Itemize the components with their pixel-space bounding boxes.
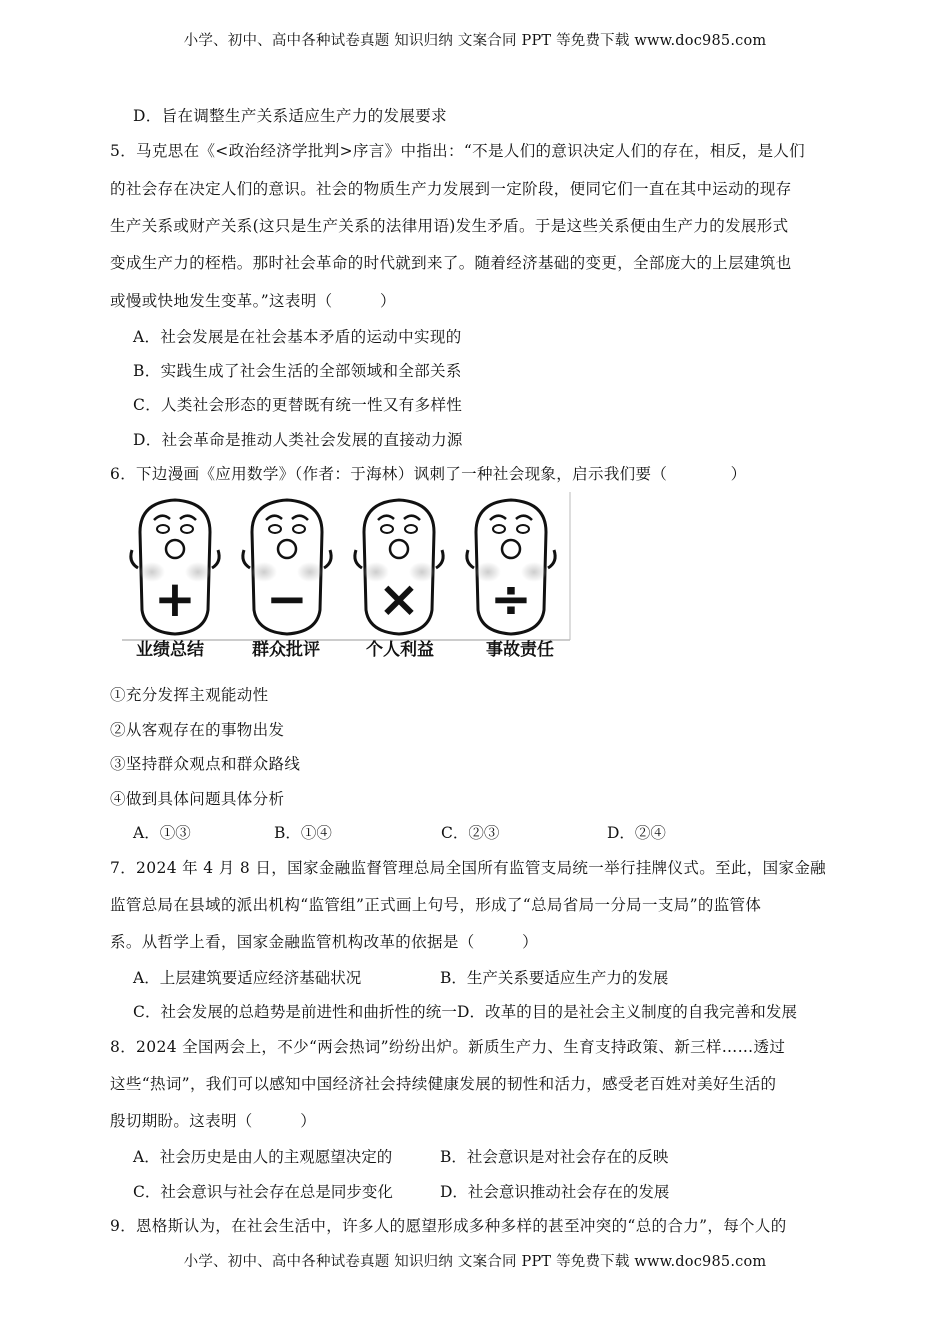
q7-stem-line-2: 监管总局在县域的派出机构“监管组”正式画上句号，形成了“总局省局一分局一支局”的监管体 (110, 896, 762, 914)
multiply-symbol: × (378, 570, 420, 628)
q8-option-c: C．社会意识与社会存在总是同步变化 (133, 1183, 393, 1201)
q5-stem-line-2: 的社会存在决定人们的意识。社会的物质生产力发展到一定阶段，便同它们一直在其中运动的现存 (110, 180, 792, 198)
q8-option-b: B．社会意识是对社会存在的反映 (440, 1148, 669, 1166)
q6-item-2: ②从客观存在的事物出发 (110, 721, 285, 739)
q5-stem-line-4: 变成生产力的桎梏。那时社会革命的时代就到来了。随着经济基础的变更，全部庞大的上层建筑也 (110, 254, 792, 272)
plus-symbol: + (154, 570, 196, 628)
divide-symbol: ÷ (490, 570, 532, 628)
q8-stem-line-2: 这些“热词”，我们可以感知中国经济社会持续健康发展的韧性和活力，感受老百姓对美好生活的 (110, 1075, 777, 1093)
q6-item-4: ④做到具体问题具体分析 (110, 790, 285, 808)
comic-applied-math (120, 492, 572, 662)
q7-option-b: B．生产关系要适应生产力的发展 (440, 969, 669, 987)
q6-item-3: ③坚持群众观点和群众路线 (110, 755, 301, 773)
q5-stem-line-3: 生产关系或财产关系(这只是生产关系的法律用语)发生矛盾。于是这些关系便由生产力的发展形式 (110, 217, 789, 235)
q5-option-c: C．人类社会形态的更替既有统一性又有多样性 (133, 396, 463, 414)
caption-3: 个人利益 (366, 640, 434, 660)
q6-option-c: C．②③ (441, 824, 500, 842)
page-footer: 小学、初中、高中各种试卷真题 知识归纳 文案合同 PPT 等免费下载 www.doc985.com (183, 1254, 767, 1270)
caption-4: 事故责任 (486, 640, 554, 660)
q5-option-b: B．实践生成了社会生活的全部领域和全部关系 (133, 362, 462, 380)
q5-stem-line-5: 或慢或快地发生变革。”这表明（ ） (110, 292, 396, 310)
caption-1: 业绩总结 (136, 640, 204, 660)
q7-stem-line-3: 系。从哲学上看，国家金融监管机构改革的依据是（ ） (110, 933, 538, 951)
minus-symbol: − (266, 570, 308, 628)
q7-option-c-d: C．社会发展的总趋势是前进性和曲折性的统一D．改革的目的是社会主义制度的自我完善和发展 (133, 1003, 798, 1021)
q6-item-1: ①充分发挥主观能动性 (110, 686, 269, 704)
q6-option-a: A．①③ (133, 824, 191, 842)
q8-option-d: D．社会意识推动社会存在的发展 (440, 1183, 670, 1201)
q6-stem: 6．下边漫画《应用数学》（作者：于海林）讽刺了一种社会现象，启示我们要（ ） (110, 465, 747, 483)
q8-option-a: A．社会历史是由人的主观愿望决定的 (133, 1148, 393, 1166)
q4-option-d: D．旨在调整生产关系适应生产力的发展要求 (133, 107, 447, 125)
q6-option-d: D．②④ (607, 824, 666, 842)
caption-2: 群众批评 (252, 640, 320, 660)
q8-stem-line-3: 殷切期盼。这表明（ ） (110, 1112, 317, 1130)
q7-option-a: A．上层建筑要适应经济基础状况 (133, 969, 362, 987)
page-header: 小学、初中、高中各种试卷真题 知识归纳 文案合同 PPT 等免费下载 www.doc985.com (183, 33, 767, 49)
q9-stem-line-1: 9．恩格斯认为，在社会生活中，许多人的愿望形成多种多样的甚至冲突的“总的合力”，每个人的 (110, 1217, 787, 1235)
q5-option-a: A．社会发展是在社会基本矛盾的运动中实现的 (133, 328, 462, 346)
q5-option-d: D．社会革命是推动人类社会发展的直接动力源 (133, 431, 463, 449)
q6-option-b: B．①④ (274, 824, 332, 842)
q7-stem-line-1: 7．2024 年 4 月 8 日，国家金融监督管理总局全国所有监管支局统一举行挂牌仪式。至此，国家金融 (110, 859, 827, 877)
q8-stem-line-1: 8．2024 全国两会上，不少“两会热词”纷纷出炉。新质生产力、生育支持政策、新三样……透过 (110, 1038, 786, 1056)
q5-stem-line-1: 5．马克思在《<政治经济学批判>序言》中指出：“不是人们的意识决定人们的存在，相反，是人们 (110, 142, 806, 160)
